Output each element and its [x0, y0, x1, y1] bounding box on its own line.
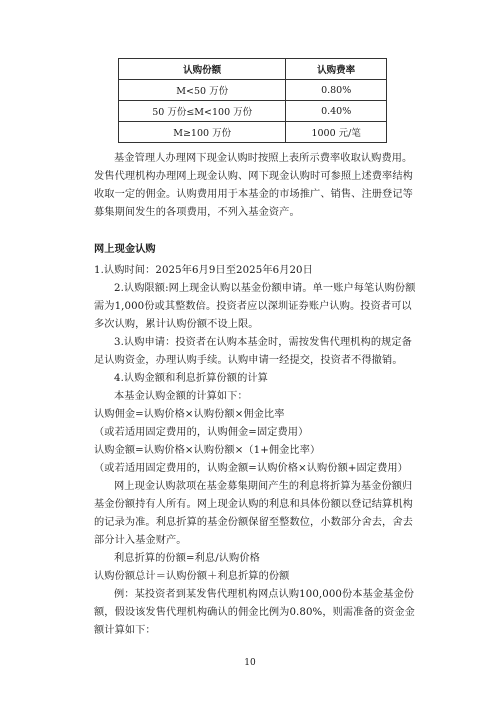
fee-table-header-cell: 认购费率 — [286, 59, 387, 80]
fee-table-cell: 1000 元/笔 — [286, 122, 387, 143]
fee-table-cell: 50 万份≤M<100 万份 — [119, 101, 286, 122]
formula-line: 利息折算的份额=利息/认购价格 — [114, 553, 260, 564]
page-number: 10 — [244, 658, 256, 668]
example-paragraph: 例：某投资者到某发售代理机构网点认购100,000份本基金基金份额，假设该发售代理机构确认的佣金比例为0.80%，则需准备的资金金额计算如下： — [94, 589, 415, 636]
formula-line: （或若适用固定费用的，认购金额=认购价格×认购份额+固定费用） — [94, 463, 408, 474]
fee-table-header-row — [119, 59, 387, 80]
list-item: 2.认购限额:网上现金认购以基金份额申请。单一账户每笔认购份额需为1,000份或其整数倍。投资者应以深圳证券账户认购。投资者可以多次认购，累计认购份额不设上限。 — [94, 283, 416, 330]
list-item: 3.认购申请：投资者在认购本基金时，需按发售代理机构的规定备足认购资金，办理认购手续。认购申请一经提交，投资者不得撤销。 — [94, 337, 412, 366]
fee-table-header-cell: 认购份额 — [119, 59, 286, 80]
fee-description-paragraph: 基金管理人办理网下现金认购时按照上表所示费率收取认购费用。发售代理机构办理网上现金认购、网下现金认购时可参照上述费率结构收取一定的佣金。认购费用用于本基金的市场推广、销售、注册登记等募集期间发生的各项费用，不列入基金资产。 — [94, 153, 413, 218]
fee-table — [118, 58, 387, 143]
formula-line: 认购佣金=认购价格×认购份额×佣金比率 — [94, 409, 285, 420]
formula-line: 认购金额=认购价格×认购份额×（1+佣金比率） — [94, 445, 321, 456]
list-item: 本基金认购金额的计算如下： — [114, 391, 248, 402]
section-online-cash — [94, 240, 416, 640]
list-item: 4.认购金额和利息折算份额的计算 — [114, 373, 268, 384]
list-item: 1.认购时间：2025年6月9日至2025年6月20日 — [94, 265, 313, 276]
body-text — [94, 150, 416, 222]
fee-table-cell: 0.80% — [286, 80, 387, 101]
list-item: 网上现金认购款项在基金募集期间产生的利息将折算为基金份额归基金份额持有人所有。网上现金认购的利息和具体份额以登记结算机构的记录为准。利息折算的基金份额保留至整数位，小数部分舍去，舍去部分计入基金财产。 — [94, 481, 413, 546]
fee-table-cell: 0.40% — [286, 101, 387, 122]
fee-table-row — [119, 122, 387, 143]
formula-line: 认购份额总计＝认购份额＋利息折算的份额 — [94, 571, 290, 582]
fee-table-row — [119, 101, 387, 122]
section-title: 网上现金认购 — [94, 243, 156, 255]
fee-table-row — [119, 80, 387, 101]
fee-table-cell: M<50 万份 — [119, 80, 286, 101]
fee-table-cell: M≥100 万份 — [119, 122, 286, 143]
formula-line: （或若适用固定费用的，认购佣金=固定费用） — [94, 427, 309, 438]
